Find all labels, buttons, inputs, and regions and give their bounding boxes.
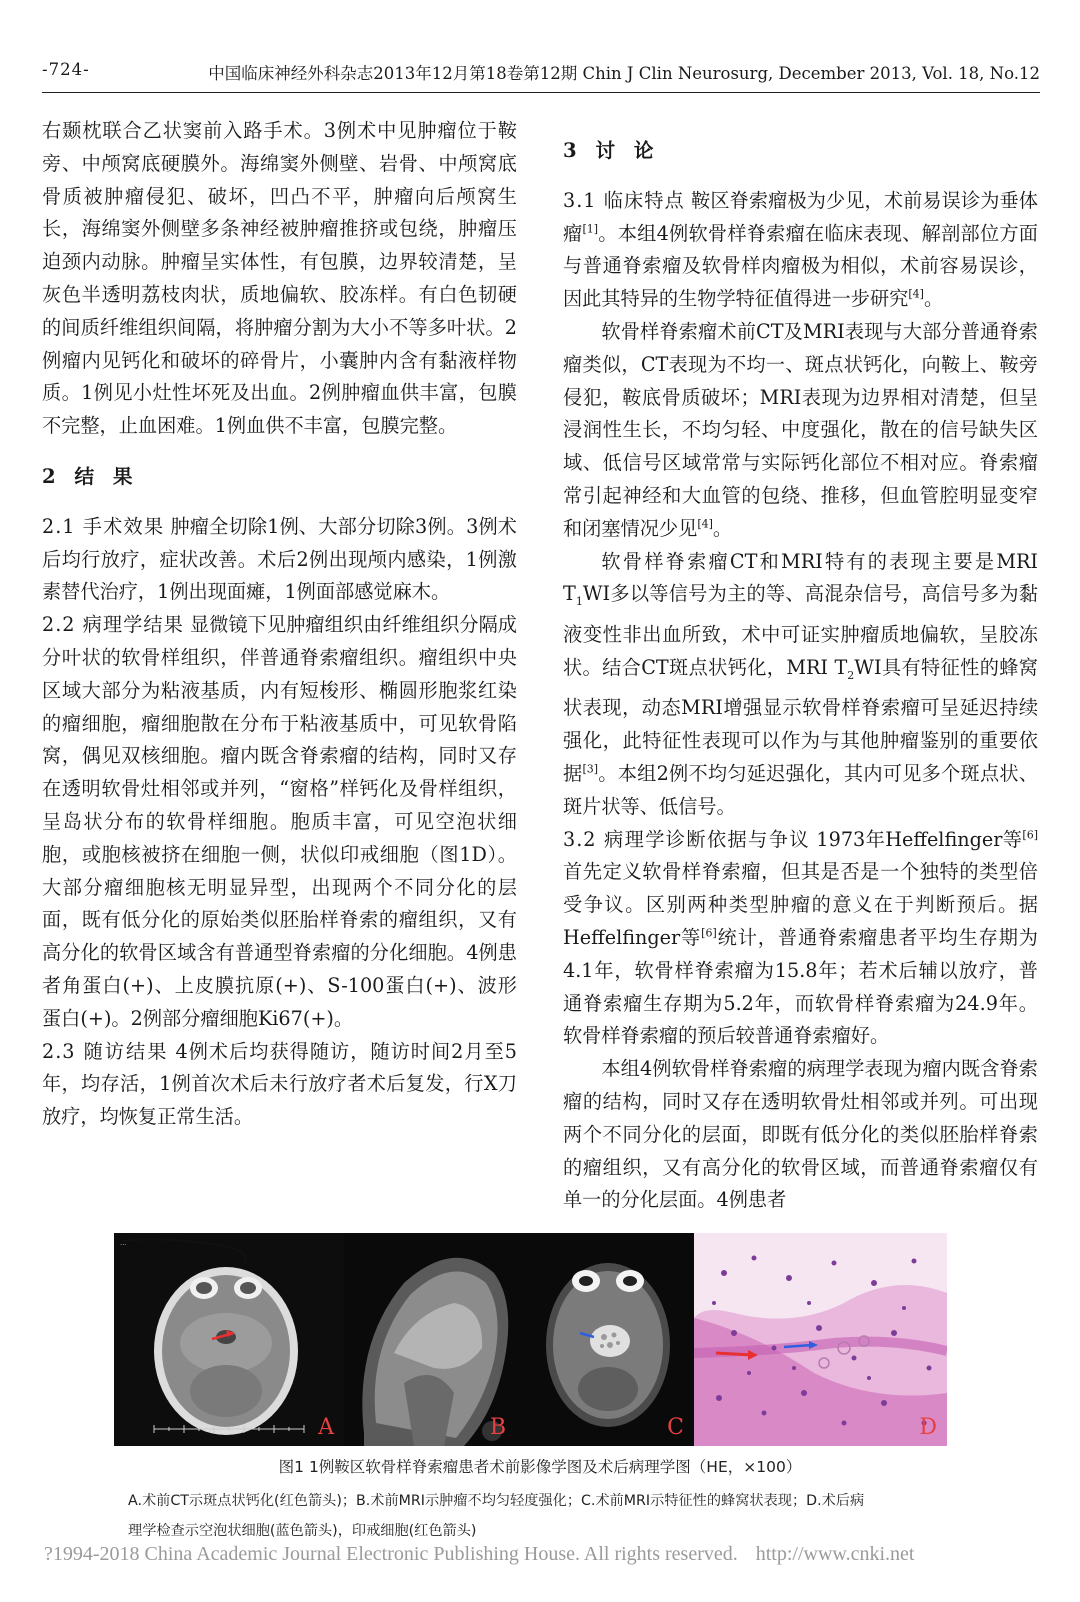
figure-legend-line: 理学检查示空泡状细胞(蓝色箭头)，印戒细胞(红色箭头) bbox=[128, 1523, 477, 1539]
subsection-3-2-text: 统计，普通脊索瘤患者平均生存期为4.1年，软骨样脊索瘤为15.8年；若术后辅以放疗，普通脊索瘤生存期为5.2年，而软骨样脊索瘤为24.9年。软骨样脊索瘤的预后较普通脊索瘤好。 bbox=[563, 925, 1038, 1048]
panel-letter-a: A bbox=[318, 1415, 334, 1440]
subscript: 1 bbox=[575, 595, 583, 609]
mri-text: 。本组2例不均匀延迟强化，其内可见多个斑点状、斑片状等、低信号。 bbox=[563, 762, 1038, 818]
subsection-3-1-text: 鞍区脊索瘤极为少见，术前易误诊为垂体瘤 bbox=[563, 188, 1038, 245]
he-histology-icon bbox=[694, 1233, 947, 1446]
subsection-3-1-text: 。本组4例软骨样脊索瘤在临床表现、解剖部位方面与普通脊索瘤及软骨样肉瘤极为相似，术前容易误诊，因此其特异的生物学特征值得进一步研究 bbox=[563, 221, 1038, 311]
figure-legend-line: A.术前CT示斑点状钙化(红色箭头)；B.术前MRI示肿瘤不均匀轻度强化；C.术前MRI示特征性的蜂窝状表现；D.术后病 bbox=[128, 1493, 865, 1509]
subsection-2-3 bbox=[42, 1036, 517, 1134]
subsection-3-2 bbox=[563, 824, 1038, 1054]
citation-ref: [6] bbox=[1022, 828, 1038, 842]
right-column bbox=[563, 115, 1038, 1217]
subsection-3-2-text: 首先定义软骨样脊索瘤，但其是否是一个独特的类型倍受争议。区别两种类型肿瘤的意义在于判断预后。据Heffelfinger等 bbox=[563, 860, 1038, 949]
subsection-3-1-heading: 3.1 临床特点 bbox=[563, 188, 685, 212]
subsection-2-1-heading: 2.1 手术效果 bbox=[42, 514, 165, 538]
mri-features-paragraph bbox=[563, 546, 1038, 824]
subsection-3-1 bbox=[563, 185, 1038, 316]
imaging-text: 。 bbox=[712, 516, 733, 540]
citation-ref: [1] bbox=[582, 222, 599, 236]
subsection-3-2-text: 1973年Heffelfinger等 bbox=[809, 827, 1023, 851]
subsection-2-2-text: 显微镜下见肿瘤组织由纤维组织分隔成分叶状的软骨样组织，伴普通脊索瘤组织。瘤组织中央区域大部分为粘液基质，内有短梭形、椭圆形胞浆红染的瘤细胞，瘤细胞散在分布于粘液基质中，可见软骨陷窝，偶见双核细胞。瘤内既含脊索瘤的结构，同时又存在透明软骨灶相邻或并列，“窗格”样钙化及骨样组织，呈岛状分布的软骨样细胞。胞质丰富，可见空泡状细胞，或胞核被挤在细胞一侧，状似印戒细胞（图1D）。大部分瘤细胞核无明显异型，出现两个不同分化的层面，既有低分化的原始类似胚胎样脊索的瘤组织，又有高分化的软骨区域含有普通型脊索瘤的分化细胞。4例患者角蛋白(+)、上皮膜抗原(+)、S-100蛋白(+)、波形蛋白(+)。2例部分瘤细胞Ki67(+)。 bbox=[42, 613, 517, 1030]
figure-legend bbox=[128, 1486, 958, 1546]
left-column bbox=[42, 115, 517, 1134]
figure-1-panels bbox=[114, 1233, 965, 1446]
section-2-title: 2 结 果 bbox=[42, 464, 139, 488]
figure-caption: 图1 1例鞍区软骨样脊索瘤患者术前影像学图及术后病理学图（HE，×100） bbox=[278, 1458, 802, 1476]
subsection-2-1 bbox=[42, 511, 517, 609]
figure-panel-d bbox=[694, 1233, 947, 1446]
figure-panel-c bbox=[516, 1233, 694, 1446]
mri-text: WI多以等信号为主的等、高混杂信号，高信号多为黏液变性非出血所致，术中可证实肿瘤质地偏软，呈胶冻状。结合CT斑点状钙化，MRI T bbox=[563, 582, 1038, 679]
imaging-text: 软骨样脊索瘤术前CT及MRI表现与大部分普通脊索瘤类似，CT表现为不均一、斑点状钙化，向鞍上、鞍旁侵犯，鞍底骨质破坏；MRI表现为边界相对清楚，但呈浸润性生长，不均匀轻、中度强化，散在的信号缺失区域、低信号区域常常与实际钙化部位不相对应。脊索瘤常引起神经和大血管的包绕、推移，但血管腔明显变窄和闭塞情况少见 bbox=[563, 319, 1038, 540]
methods-continued-paragraph: 右颞枕联合乙状窦前入路手术。3例术中见肿瘤位于鞍旁、中颅窝底硬膜外。海绵窦外侧壁、岩骨、中颅窝底骨质被肿瘤侵犯、破坏，凹凸不平，肿瘤向后颅窝生长，海绵窦外侧壁多条神经被肿瘤推挤或包绕，肿瘤压迫颈内动脉。肿瘤呈实体性，有包膜，边界较清楚，呈灰色半透明荔枝肉状，质地偏软、胶冻样。有白色韧硬的间质纤维组织间隔，将肿瘤分割为大小不等多叶状。2例瘤内见钙化和破坏的碎骨片，小囊肿内含有黏液样物质。1例见小灶性坏死及出血。2例肿瘤血供丰富，包膜不完整，止血困难。1例血供不丰富，包膜完整。 bbox=[42, 119, 517, 438]
subsection-2-2 bbox=[42, 609, 517, 1035]
figure-panel-a bbox=[114, 1233, 344, 1446]
imaging-paragraph bbox=[563, 316, 1038, 546]
panel-letter-d: D bbox=[919, 1415, 937, 1440]
panel-letter-c: C bbox=[667, 1415, 684, 1440]
svg-text:···: ··· bbox=[120, 1241, 127, 1249]
citation-ref: [3] bbox=[582, 762, 599, 776]
subsection-3-1-text: 。 bbox=[923, 287, 944, 311]
section-3-title: 3 讨 论 bbox=[563, 139, 660, 162]
running-header bbox=[42, 56, 1040, 93]
journal-citation: 中国临床神经外科杂志2013年12月第18卷第12期 Chin J Clin Neurosurg, December 2013, Vol. 18, No.12 bbox=[208, 64, 1040, 83]
ct-axial-scan-icon bbox=[114, 1233, 344, 1446]
copyright-footer bbox=[44, 1543, 914, 1566]
copyright-text: ?1994-2018 China Academic Journal Electronic Publishing House. All rights reserved. bbox=[44, 1543, 738, 1565]
citation-ref: [4] bbox=[908, 287, 924, 301]
subsection-2-1-text: 肿瘤全切除1例、大部分切除3例。3例术后均行放疗，症状改善。术后2例出现颅内感染，1例激素替代治疗，1例出现面瘫，1例面部感觉麻木。 bbox=[42, 514, 517, 604]
figure-panel-b bbox=[344, 1233, 516, 1446]
citation-ref: [4] bbox=[697, 517, 713, 531]
mri-text: WI具有特征性的蜂窝状表现，动态MRI增强显示软骨样脊索瘤可呈延迟持续强化，此特征性表现可以作为与其他肿瘤鉴别的重要依据 bbox=[563, 655, 1038, 785]
publisher-url: http://www.cnki.net bbox=[755, 1543, 915, 1565]
page-number: -724- bbox=[42, 60, 90, 79]
subsection-2-3-heading: 2.3 随访结果 bbox=[42, 1039, 169, 1063]
mri-text: 软骨样脊索瘤CT和MRI特有的表现主要是MRI T bbox=[563, 549, 1038, 606]
subscript: 2 bbox=[847, 668, 855, 682]
pathology-paragraph: 本组4例软骨样脊索瘤的病理学表现为瘤内既含脊索瘤的结构，同时又存在透明软骨灶相邻或并列。可出现两个不同分化的层面，即既有低分化的类似胚胎样脊索的瘤组织，又有高分化的软骨区域，而普通脊索瘤仅有单一的分化层面。4例患者 bbox=[563, 1057, 1038, 1212]
subsection-2-3-text: 4例术后均获得随访，随访时间2月至5年，均存活，1例首次术后未行放疗者术后复发，行X刀放疗，均恢复正常生活。 bbox=[42, 1039, 517, 1129]
panel-letter-b: B bbox=[489, 1415, 506, 1440]
subsection-2-2-heading: 2.2 病理学结果 bbox=[42, 613, 184, 637]
citation-ref: [6] bbox=[701, 926, 717, 940]
subsection-3-2-heading: 3.2 病理学诊断依据与争议 bbox=[563, 827, 810, 851]
